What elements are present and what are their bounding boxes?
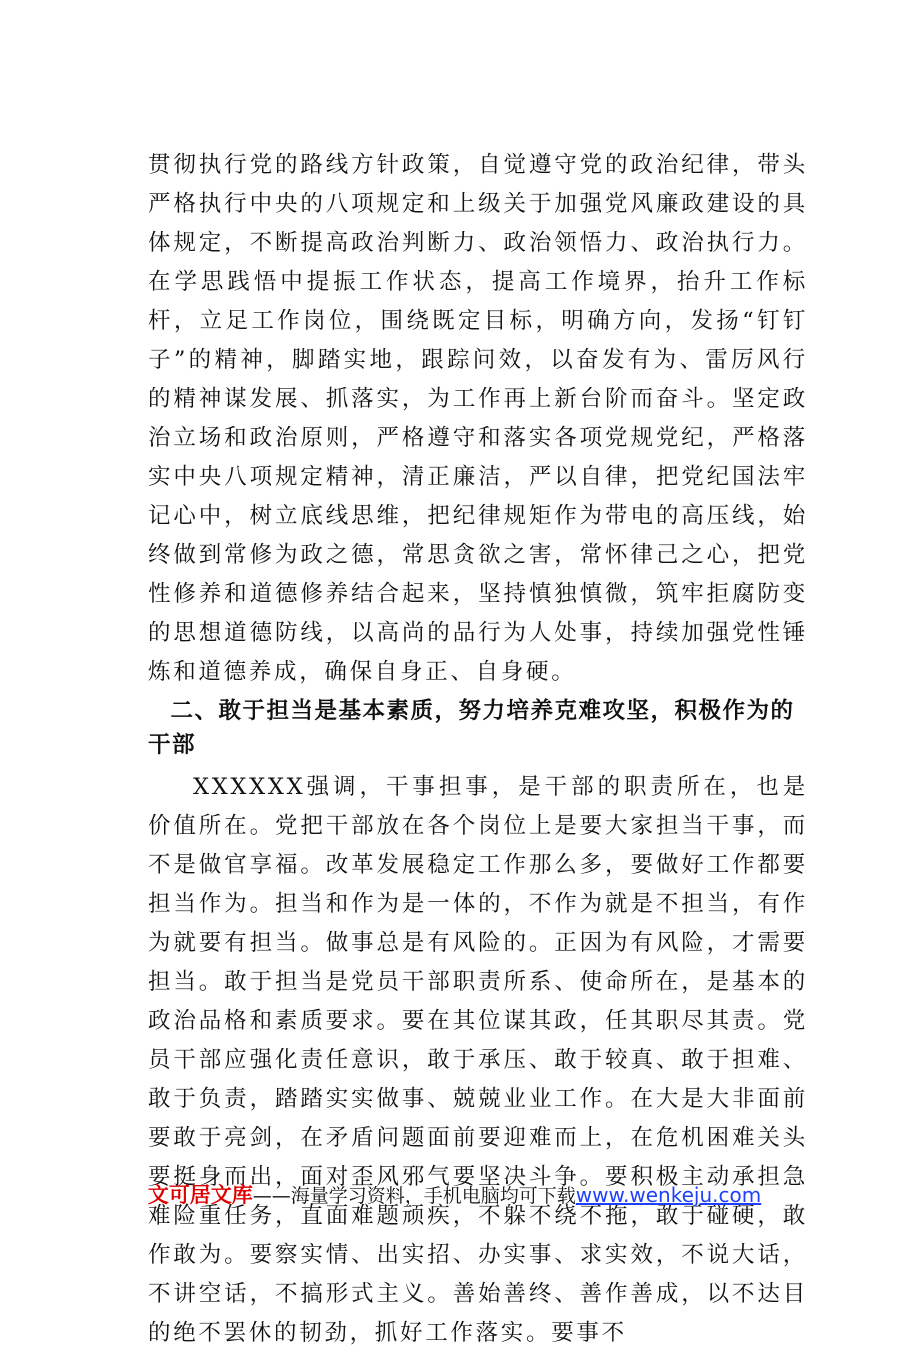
footer-banner — [0, 1180, 909, 1211]
body-paragraph-1: 贯彻执行党的路线方针政策，自觉遵守党的政治纪律，带头严格执行中央的八项规定和上级关于加强党风廉政建设的具体规定，不断提高政治判断力、政治领悟力、政治执行力。在学思践悟中提振工作状态，提高工作境界，抬升工作标杆，立足工作岗位，围绕既定目标，明确方向，发扬“钉钉子”的精神，脚踏实地，跟踪问效，以奋发有为、雷厉风行的精神谋发展、抓落实，为工作再上新台阶而奋斗。坚定政治立场和政治原则，严格遵守和落实各项党规党纪，严格落实中央八项规定精神，清正廉洁，严以自律，把党纪国法牢记心中，树立底线思维，把纪律规矩作为带电的高压线，始终做到常修为政之德，常思贪欲之害，常怀律己之心，把党性修养和道德修养结合起来，坚持慎独慎微，筑牢拒腐防变的思想道德防线，以高尚的品行为人处事，持续加强党性锤炼和道德养成，确保自身正、自身硬。 — [148, 152, 808, 685]
footer-brand: 文可居文库 — [147, 1183, 253, 1207]
document-body — [148, 146, 808, 1353]
section-heading: 二、敢于担当是基本素质，努力培养克难攻坚，积极作为的干部 — [148, 698, 795, 758]
section-heading-container — [148, 694, 808, 762]
footer-link[interactable]: www.wenkeju.com — [575, 1183, 762, 1207]
footer-slogan: ——海量学习资料，手机电脑均可下载 — [252, 1185, 576, 1207]
body-paragraph-2: XXXXXX强调，干事担事，是干部的职责所在，也是价值所在。党把干部放在各个岗位上是要大家担当干事，而不是做官享福。改革发展稳定工作那么多，要做好工作都要担当作为。担当和作为是一体的，不作为就是不担当，有作为就要有担当。做事总是有风险的。正因为有风险，才需要担当。敢于担当是党员干部职责所系、使命所在，是基本的政治品格和素质要求。要在其位谋其政，任其职尽其责。党员干部应强化责任意识，敢于承压、敢于较真、敢于担难、敢于负责，踏踏实实做事、兢兢业业工作。在大是大非面前要敢于亮剑，在矛盾问题面前要迎难而上，在危机困难关头要挺身而出，面对歪风邪气要坚决斗争。要积极主动承担急难险重任务，直面难题顽疾，不躲不绕不拖，敢于碰硬，敢作敢为。要察实情、出实招、办实事、求实效，不说大话，不讲空话，不搞形式主义。善始善终、善作善成，以不达目的绝不罢休的韧劲，抓好工作落实。要事不 — [148, 774, 808, 1346]
